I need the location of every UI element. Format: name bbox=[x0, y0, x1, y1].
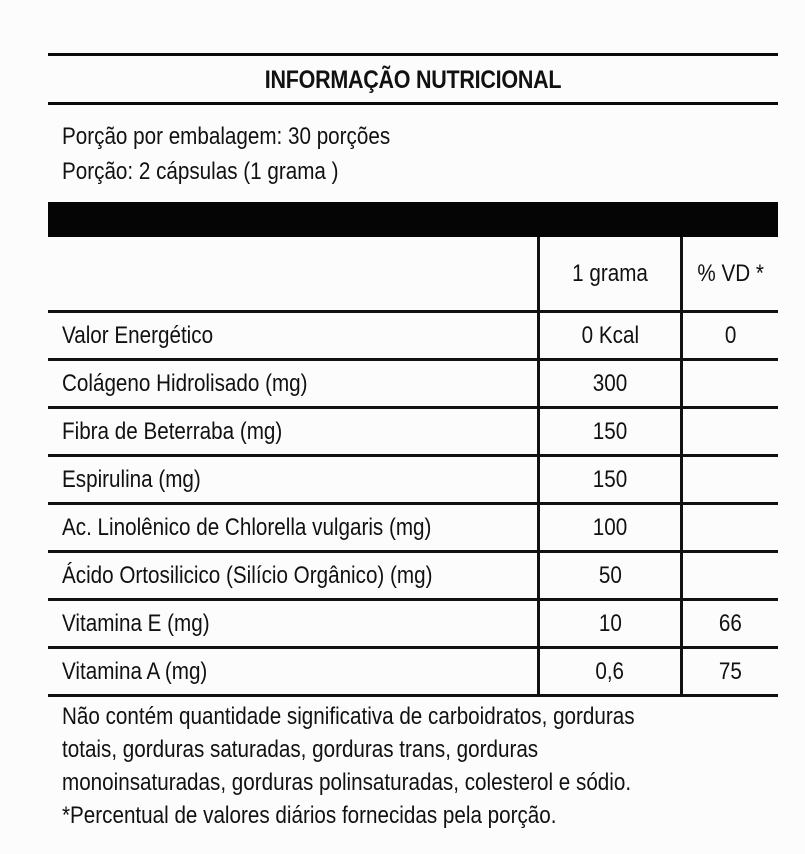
nutrient-amount: 300 bbox=[592, 369, 628, 397]
header-bar bbox=[48, 202, 778, 237]
nutrient-vd: 66 bbox=[719, 609, 742, 637]
header-vd: % VD * bbox=[682, 237, 779, 312]
title-rule bbox=[48, 102, 778, 105]
nutrient-name: Colágeno Hidrolisado (mg) bbox=[62, 369, 308, 397]
nutrient-name: Vitamina E (mg) bbox=[62, 609, 210, 637]
nutrient-amount: 150 bbox=[592, 417, 628, 445]
nutrient-name: Valor Energético bbox=[62, 321, 214, 349]
table-row bbox=[48, 504, 778, 552]
table-header-row bbox=[48, 237, 778, 312]
header-amount: 1 grama bbox=[539, 237, 682, 312]
nutrient-name: Ácido Ortosilicico (Silício Orgânico) (mg) bbox=[62, 561, 433, 589]
footnote bbox=[62, 700, 716, 832]
table-row bbox=[48, 552, 778, 600]
portion-size: Porção: 2 cápsulas (1 grama ) bbox=[62, 158, 339, 185]
nutrient-amount: 150 bbox=[592, 465, 628, 493]
nutrient-name: Fibra de Beterraba (mg) bbox=[62, 417, 283, 445]
table-row bbox=[48, 312, 778, 360]
nutrient-vd: 75 bbox=[719, 657, 742, 685]
footnote-line: monoinsaturadas, gorduras polinsaturadas, colesterol e sódio. bbox=[62, 769, 632, 796]
servings-per-package: Porção por embalagem: 30 porções bbox=[62, 123, 391, 150]
panel-title: INFORMAÇÃO NUTRICIONAL bbox=[264, 66, 562, 94]
nutrient-name: Ac. Linolênico de Chlorella vulgaris (mg) bbox=[62, 513, 432, 541]
nutrient-name: Espirulina (mg) bbox=[62, 465, 201, 493]
table-row bbox=[48, 648, 778, 696]
footnote-line: *Percentual de valores diários fornecidas pela porção. bbox=[62, 802, 557, 829]
nutrient-amount: 10 bbox=[598, 609, 622, 637]
nutrient-amount: 0 Kcal bbox=[581, 321, 639, 349]
table-row bbox=[48, 600, 778, 648]
table-row bbox=[48, 456, 778, 504]
nutrient-amount: 0,6 bbox=[595, 657, 625, 685]
footnote-line: totais, gorduras saturadas, gorduras trans, gorduras bbox=[62, 736, 539, 763]
nutrient-vd: 0 bbox=[724, 321, 737, 349]
top-rule bbox=[48, 53, 778, 56]
table-row bbox=[48, 408, 778, 456]
header-nutrient bbox=[48, 237, 539, 312]
nutrient-amount: 100 bbox=[592, 513, 628, 541]
nutrition-table bbox=[48, 237, 778, 697]
table-row bbox=[48, 360, 778, 408]
nutrient-amount: 50 bbox=[598, 561, 622, 589]
footnote-line: Não contém quantidade significativa de carboidratos, gorduras bbox=[62, 703, 635, 730]
nutrient-name: Vitamina A (mg) bbox=[62, 657, 208, 685]
